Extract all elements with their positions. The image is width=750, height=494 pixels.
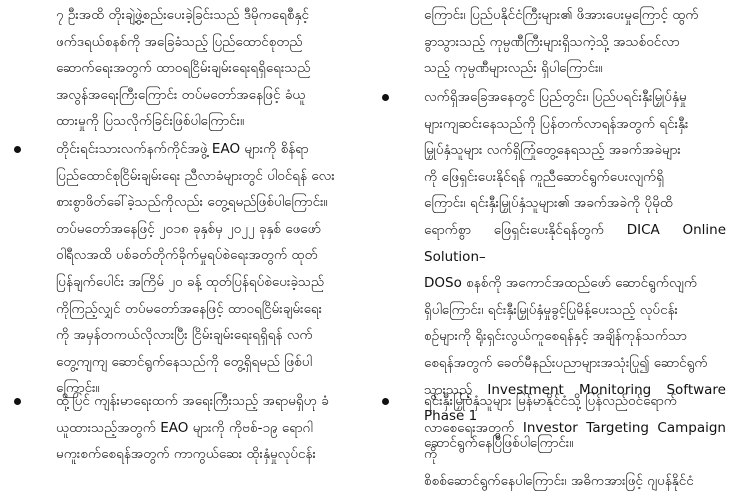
bullet-text: တိုင်းရင်းသားလက်နက်ကိုင်အဖွဲ့ EAO များကို စိန်ရာ ပြည်ထောင်စုငြိမ်းချမ်းရေး ညီလာခံများတွင် ပါဝင်ရန် လေး စားစွာဖိတ်ခေါ်ခဲ့သည်ကိုလည်း တွေ့ရမည်ဖြစ်ပါကြောင်း။ တပ်မတော်အနေဖြင့် ၂၀၁၈ ခုနှစ်မှ ၂၀၂၂ ခုနှစ် ဖေဖော် ဝါရီလအထိ ပစ်ခတ်တိုက်ခိုက်မှုရပ်စဲရေးအတွက် ထုတ် ပြန်ချက်ပေါင်း အကြိမ် ၂၀ ခန့် ထုတ်ပြန်ရပ်စဲပေးခဲ့သည် ကိုကြည့်လျှင် တပ်မတော်အနေဖြင့် ထာဝရငြိမ်းချမ်းရေး ကို အမှန်တကယ်လိုလားပြီး ငြိမ်းချမ်းရေးရရှိရန် လက် တွေ့ကျကျ ဆောင်ရွက်နေသည်ကို တွေ့ရှိရမည် ဖြစ်ပါ ကြောင်း။ <box>56 141 335 397</box>
paragraph-continuation <box>14 2 360 132</box>
bullet-item <box>14 388 360 463</box>
bullet-text: ထို့ပြင် ကျန်းမာရေးထက် အရေးကြီးသည့် အရာမရှိဟု ခံ ယူထားသည့်အတွက် EAO များကို ကိုဗစ်-၁၉ ရောဂါ မကူးစက်စေရန်အတွက် ကာကွယ်ဆေး ထိုးနှံမှုလုပ်ငန်း <box>56 393 329 463</box>
paragraph-text: ၇ ဦးအထိ တိုးချဲ့ဖွဲ့စည်းပေးခဲ့ခြင်းသည် ဒီမိုကရေစီနှင့် ဖက်ဒရယ်စနစ်ကို အခြေခံသည့် ပြည်ထောင်စုတည် ဆောက်ရေးအတွက် ထာဝရငြိမ်းချမ်းရေးရရှိရေးသည် အလွန်အရေးကြီးကြောင်း တပ်မတော်အနေဖြင့် ခံယူ ထားမှုကို ပြသလိုက်ခြင်းဖြစ်ပါကြောင်း။ <box>56 7 311 130</box>
bullet-text: ရင်းနှီးမြှုပ်နှံသူများ မြန်မာနိုင်ငံသို့ ပြန်လည်ဝင်ရောက် လာစေရေးအတွက် Investor Targeting Campaign ကို စိစစ်ဆောင်ရွက်နေပါကြောင်း၊ အဓိကအားဖြင့် ဂျပန်နိုင်ငံ <box>424 393 726 489</box>
bullet-text: လက်ရှိအခြေအနေတွင် ပြည်တွင်း၊ ပြည်ပရင်းနှီးမြှုပ်နှံမှု များကျဆင်းနေသည်ကို ပြန်တက်လာရန်အတွက် ရင်းနှီး မြှုပ်နှံသူများ လက်ရှိကြုံတွေ့နေရသည့် အခက်အခဲများ ကို ဖြေရှင်းပေးနိုင်ရန် ကူညီဆောင်ရွက်ပေးလျက်ရှိ ကြောင်း၊ ရင်းနှီးမြှုပ်နှံသူများ၏ အခက်အခဲကို ပိုမိုထိ ရောက်စွာ ဖြေရှင်းပေးနိုင်ရန်တွက် DICA Online Solution– DOSo စနစ်ကို အကောင်အထည်ဖော် ဆောင်ရွက်လျက် ရှိပါကြောင်း၊ ရင်းနှီးမြှုပ်နှံမှုခွင့်ပြုမိန့်ပေးသည့် လုပ်ငန်း စဉ်များကို ရိုးရှင်းလွယ်ကူစေရန်နှင့် အချိန်ကုန်သက်သာ စေရန်အတွက် ခေတ်မီနည်းပညာများအသုံးပြု၍ ဆောင်ရွက် သွားသည့် Investment Monitoring Software Phase 1 ဆောင်ရွက်နေပြီဖြစ်ပါကြောင်း။ <box>424 89 726 451</box>
bullet-item <box>14 136 360 397</box>
bullet-item <box>382 388 726 489</box>
bullet-icon <box>382 94 389 101</box>
bullet-icon <box>14 398 21 405</box>
bullet-icon <box>382 398 389 405</box>
bullet-icon <box>14 146 21 153</box>
paragraph-continuation <box>382 2 726 80</box>
paragraph-text: ကြောင်း၊ ပြည်ပနိုင်ငံကြီးများ၏ ဖိအားပေးမှုကြောင့် ထွက် ခွာသွားသည့် ကုမ္ပဏီကြီးများရှိသကဲ့သို့ အသစ်ဝင်လာ သည့် ကုမ္ပဏီများလည်း ရှိပါကြောင်း။ <box>424 7 699 77</box>
